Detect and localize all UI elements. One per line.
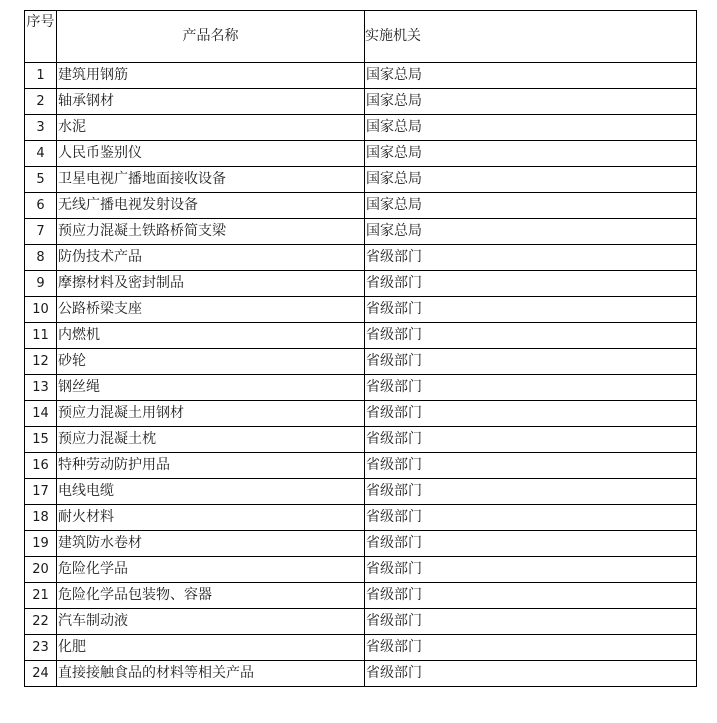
row-implementing-agency: 国家总局 xyxy=(365,219,697,245)
header-implementing-agency: 实施机关 xyxy=(365,11,697,63)
row-implementing-agency: 省级部门 xyxy=(365,349,697,375)
row-serial-number: 11 xyxy=(25,323,57,349)
row-implementing-agency: 国家总局 xyxy=(365,63,697,89)
table-row xyxy=(25,375,697,401)
row-product-name: 危险化学品包装物、容器 xyxy=(57,583,365,609)
table-row xyxy=(25,297,697,323)
row-serial-number: 14 xyxy=(25,401,57,427)
table-row xyxy=(25,245,697,271)
table-row xyxy=(25,271,697,297)
row-product-name: 预应力混凝土枕 xyxy=(57,427,365,453)
row-serial-number: 1 xyxy=(25,63,57,89)
row-product-name: 防伪技术产品 xyxy=(57,245,365,271)
row-implementing-agency: 省级部门 xyxy=(365,479,697,505)
table-row xyxy=(25,557,697,583)
table-row xyxy=(25,453,697,479)
table-row xyxy=(25,401,697,427)
row-product-name: 建筑用钢筋 xyxy=(57,63,365,89)
product-table xyxy=(24,10,697,687)
row-implementing-agency: 省级部门 xyxy=(365,271,697,297)
row-serial-number: 7 xyxy=(25,219,57,245)
row-implementing-agency: 省级部门 xyxy=(365,609,697,635)
row-implementing-agency: 省级部门 xyxy=(365,401,697,427)
table-row xyxy=(25,479,697,505)
row-implementing-agency: 省级部门 xyxy=(365,531,697,557)
row-implementing-agency: 省级部门 xyxy=(365,635,697,661)
row-implementing-agency: 省级部门 xyxy=(365,297,697,323)
row-serial-number: 21 xyxy=(25,583,57,609)
row-serial-number: 18 xyxy=(25,505,57,531)
table-header xyxy=(25,11,697,63)
row-product-name: 预应力混凝土用钢材 xyxy=(57,401,365,427)
row-serial-number: 3 xyxy=(25,115,57,141)
row-product-name: 化肥 xyxy=(57,635,365,661)
row-implementing-agency: 省级部门 xyxy=(365,427,697,453)
row-implementing-agency: 国家总局 xyxy=(365,115,697,141)
row-implementing-agency: 省级部门 xyxy=(365,323,697,349)
row-implementing-agency: 国家总局 xyxy=(365,193,697,219)
table-row xyxy=(25,323,697,349)
row-product-name: 水泥 xyxy=(57,115,365,141)
row-product-name: 内燃机 xyxy=(57,323,365,349)
row-product-name: 特种劳动防护用品 xyxy=(57,453,365,479)
row-implementing-agency: 省级部门 xyxy=(365,661,697,687)
row-serial-number: 9 xyxy=(25,271,57,297)
row-product-name: 汽车制动液 xyxy=(57,609,365,635)
table-row xyxy=(25,115,697,141)
row-serial-number: 4 xyxy=(25,141,57,167)
row-product-name: 预应力混凝土铁路桥简支梁 xyxy=(57,219,365,245)
row-serial-number: 10 xyxy=(25,297,57,323)
table-row xyxy=(25,609,697,635)
row-serial-number: 6 xyxy=(25,193,57,219)
row-serial-number: 20 xyxy=(25,557,57,583)
row-serial-number: 16 xyxy=(25,453,57,479)
product-table-container xyxy=(24,10,697,687)
row-implementing-agency: 省级部门 xyxy=(365,505,697,531)
row-implementing-agency: 省级部门 xyxy=(365,245,697,271)
table-row xyxy=(25,167,697,193)
header-product-name: 产品名称 xyxy=(57,11,365,63)
row-product-name: 无线广播电视发射设备 xyxy=(57,193,365,219)
table-row xyxy=(25,193,697,219)
table-row xyxy=(25,505,697,531)
table-row xyxy=(25,661,697,687)
row-serial-number: 5 xyxy=(25,167,57,193)
row-serial-number: 13 xyxy=(25,375,57,401)
table-row xyxy=(25,219,697,245)
row-serial-number: 8 xyxy=(25,245,57,271)
header-serial-number: 序号 xyxy=(25,11,57,63)
row-product-name: 直接接触食品的材料等相关产品 xyxy=(57,661,365,687)
row-implementing-agency: 省级部门 xyxy=(365,453,697,479)
row-product-name: 轴承钢材 xyxy=(57,89,365,115)
row-product-name: 摩擦材料及密封制品 xyxy=(57,271,365,297)
table-row xyxy=(25,583,697,609)
row-implementing-agency: 国家总局 xyxy=(365,89,697,115)
row-product-name: 耐火材料 xyxy=(57,505,365,531)
table-row xyxy=(25,63,697,89)
table-row xyxy=(25,89,697,115)
row-implementing-agency: 省级部门 xyxy=(365,583,697,609)
row-implementing-agency: 国家总局 xyxy=(365,141,697,167)
row-serial-number: 22 xyxy=(25,609,57,635)
row-product-name: 砂轮 xyxy=(57,349,365,375)
row-product-name: 卫星电视广播地面接收设备 xyxy=(57,167,365,193)
table-row xyxy=(25,349,697,375)
row-implementing-agency: 省级部门 xyxy=(365,375,697,401)
table-row xyxy=(25,427,697,453)
row-product-name: 人民币鉴别仪 xyxy=(57,141,365,167)
row-serial-number: 23 xyxy=(25,635,57,661)
table-row xyxy=(25,635,697,661)
row-serial-number: 19 xyxy=(25,531,57,557)
table-row xyxy=(25,531,697,557)
row-serial-number: 24 xyxy=(25,661,57,687)
row-product-name: 危险化学品 xyxy=(57,557,365,583)
table-row xyxy=(25,141,697,167)
header-row xyxy=(25,11,697,63)
row-serial-number: 12 xyxy=(25,349,57,375)
row-product-name: 公路桥梁支座 xyxy=(57,297,365,323)
row-product-name: 建筑防水卷材 xyxy=(57,531,365,557)
row-implementing-agency: 国家总局 xyxy=(365,167,697,193)
row-serial-number: 15 xyxy=(25,427,57,453)
row-serial-number: 17 xyxy=(25,479,57,505)
table-body xyxy=(25,63,697,687)
row-implementing-agency: 省级部门 xyxy=(365,557,697,583)
row-serial-number: 2 xyxy=(25,89,57,115)
row-product-name: 电线电缆 xyxy=(57,479,365,505)
row-product-name: 钢丝绳 xyxy=(57,375,365,401)
